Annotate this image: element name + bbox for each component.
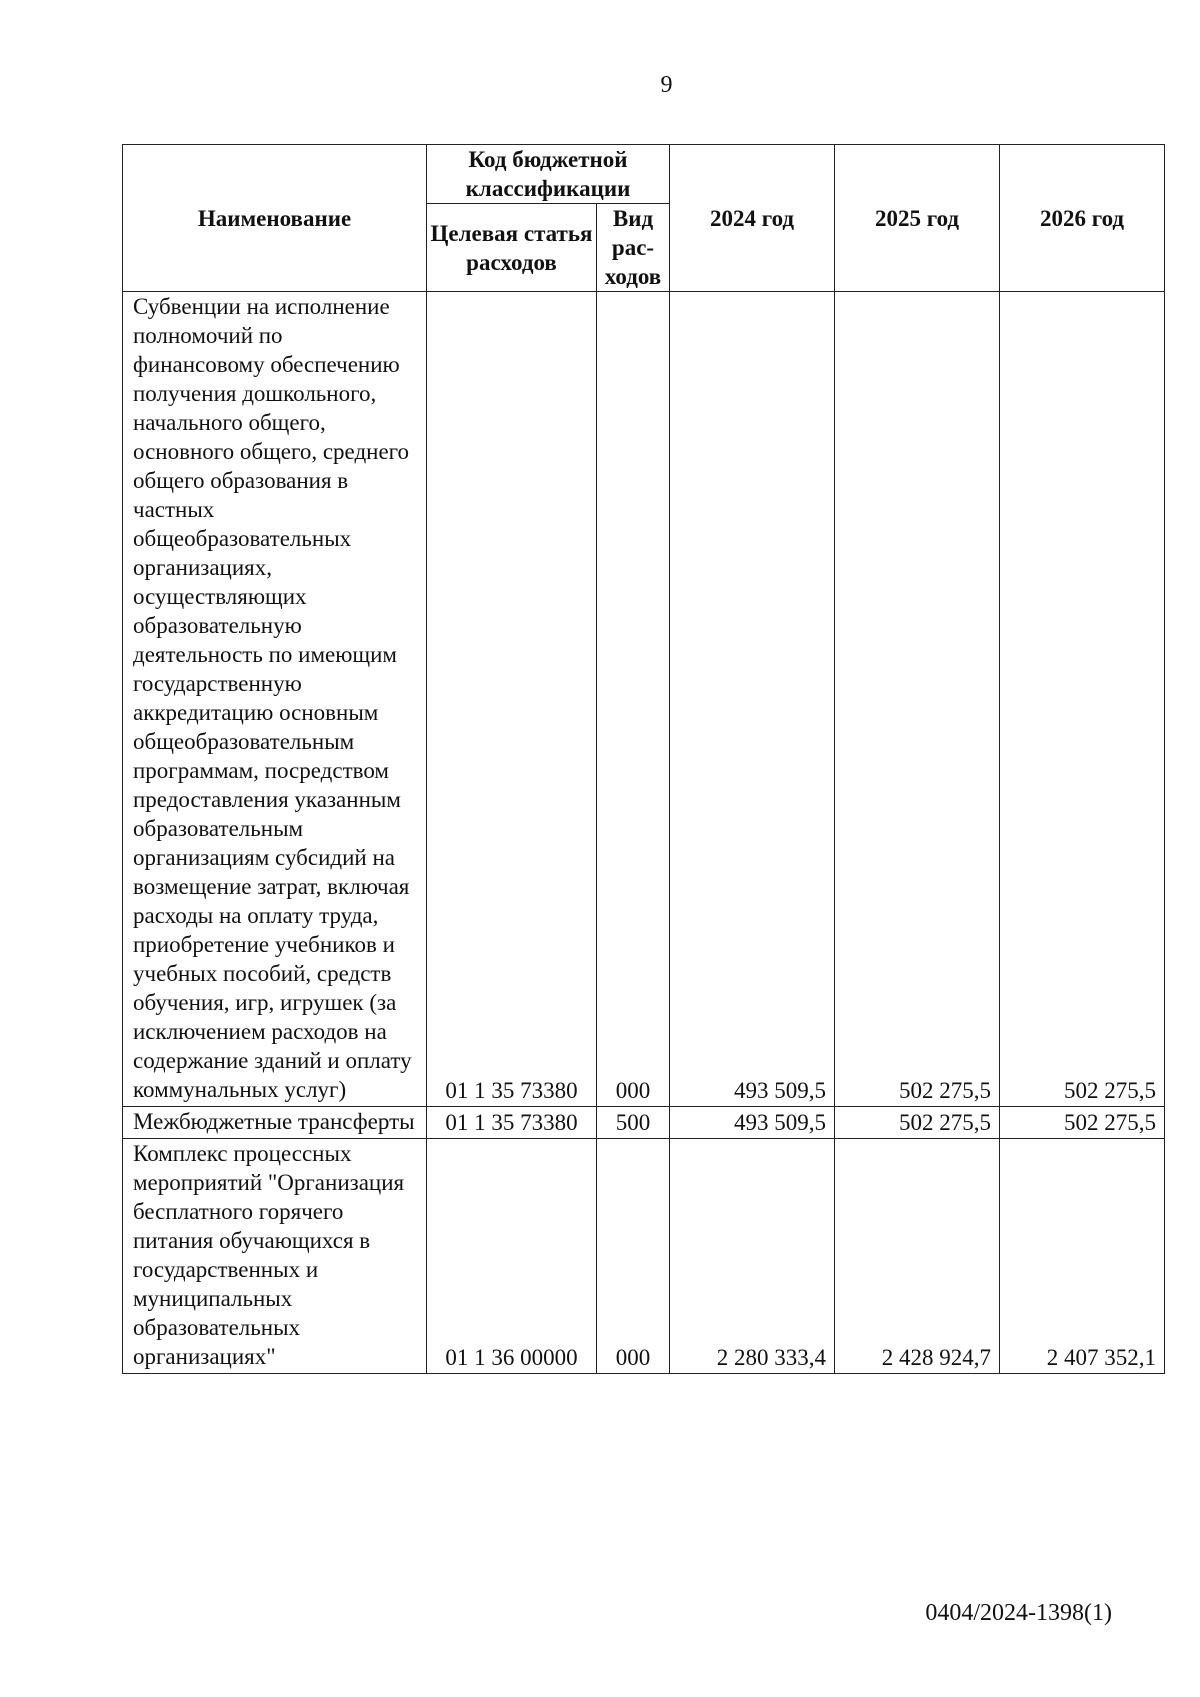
header-name: Наименование xyxy=(123,145,427,292)
row-value-2026: 502 275,5 xyxy=(1000,292,1165,1107)
table-row xyxy=(123,1107,1165,1139)
row-target-article: 01 1 36 00000 xyxy=(427,1139,597,1374)
row-name: Межбюджетные трансферты xyxy=(123,1107,427,1139)
row-value-2025: 502 275,5 xyxy=(835,1107,1000,1139)
header-code-group: Код бюджетной классификации xyxy=(427,145,670,204)
row-value-2026: 502 275,5 xyxy=(1000,1107,1165,1139)
row-value-2024: 493 509,5 xyxy=(670,1107,835,1139)
row-value-2025: 2 428 924,7 xyxy=(835,1139,1000,1374)
row-target-article: 01 1 35 73380 xyxy=(427,1107,597,1139)
row-expense-kind: 500 xyxy=(597,1107,670,1139)
header-year-2026: 2026 год xyxy=(1000,145,1165,292)
header-target-article: Целевая статья расходов xyxy=(427,204,597,292)
table-row xyxy=(123,1139,1165,1374)
row-value-2026: 2 407 352,1 xyxy=(1000,1139,1165,1374)
header-year-2024: 2024 год xyxy=(670,145,835,292)
budget-table xyxy=(122,144,1165,1374)
header-year-2025: 2025 год xyxy=(835,145,1000,292)
table-row xyxy=(123,292,1165,1107)
budget-table-container xyxy=(122,144,1165,1374)
row-expense-kind: 000 xyxy=(597,1139,670,1374)
row-name: Субвенции на исполнение полномочий по финансовому обеспечению получения дошкольного, начального общего, основного общего, среднего общего образования в частных общеобразовательных организациях, осуществляющих образовательную деятельность по имеющим государственную аккредитацию основным общеобразовательным программам, посредством предоставления указанным образовательным организациям субсидий на возмещение затрат, включая расходы на оплату труда, приобретение учебников и учебных пособий, средств обучения, игр, игрушек (за исключением расходов на содержание зданий и оплату коммунальных услуг) xyxy=(123,292,427,1107)
page-number: 9 xyxy=(660,72,673,98)
row-value-2025: 502 275,5 xyxy=(835,292,1000,1107)
row-value-2024: 493 509,5 xyxy=(670,292,835,1107)
row-name: Комплекс процессных мероприятий "Организация бесплатного горячего питания обучающихся в государственных и муниципальных образовательных организациях" xyxy=(123,1139,427,1374)
row-expense-kind: 000 xyxy=(597,292,670,1107)
table-header-row xyxy=(123,145,1165,204)
row-value-2024: 2 280 333,4 xyxy=(670,1139,835,1374)
row-target-article: 01 1 35 73380 xyxy=(427,292,597,1107)
header-expense-kind: Вид рас-ходов xyxy=(597,204,670,292)
document-number: 0404/2024-1398(1) xyxy=(925,1600,1112,1626)
